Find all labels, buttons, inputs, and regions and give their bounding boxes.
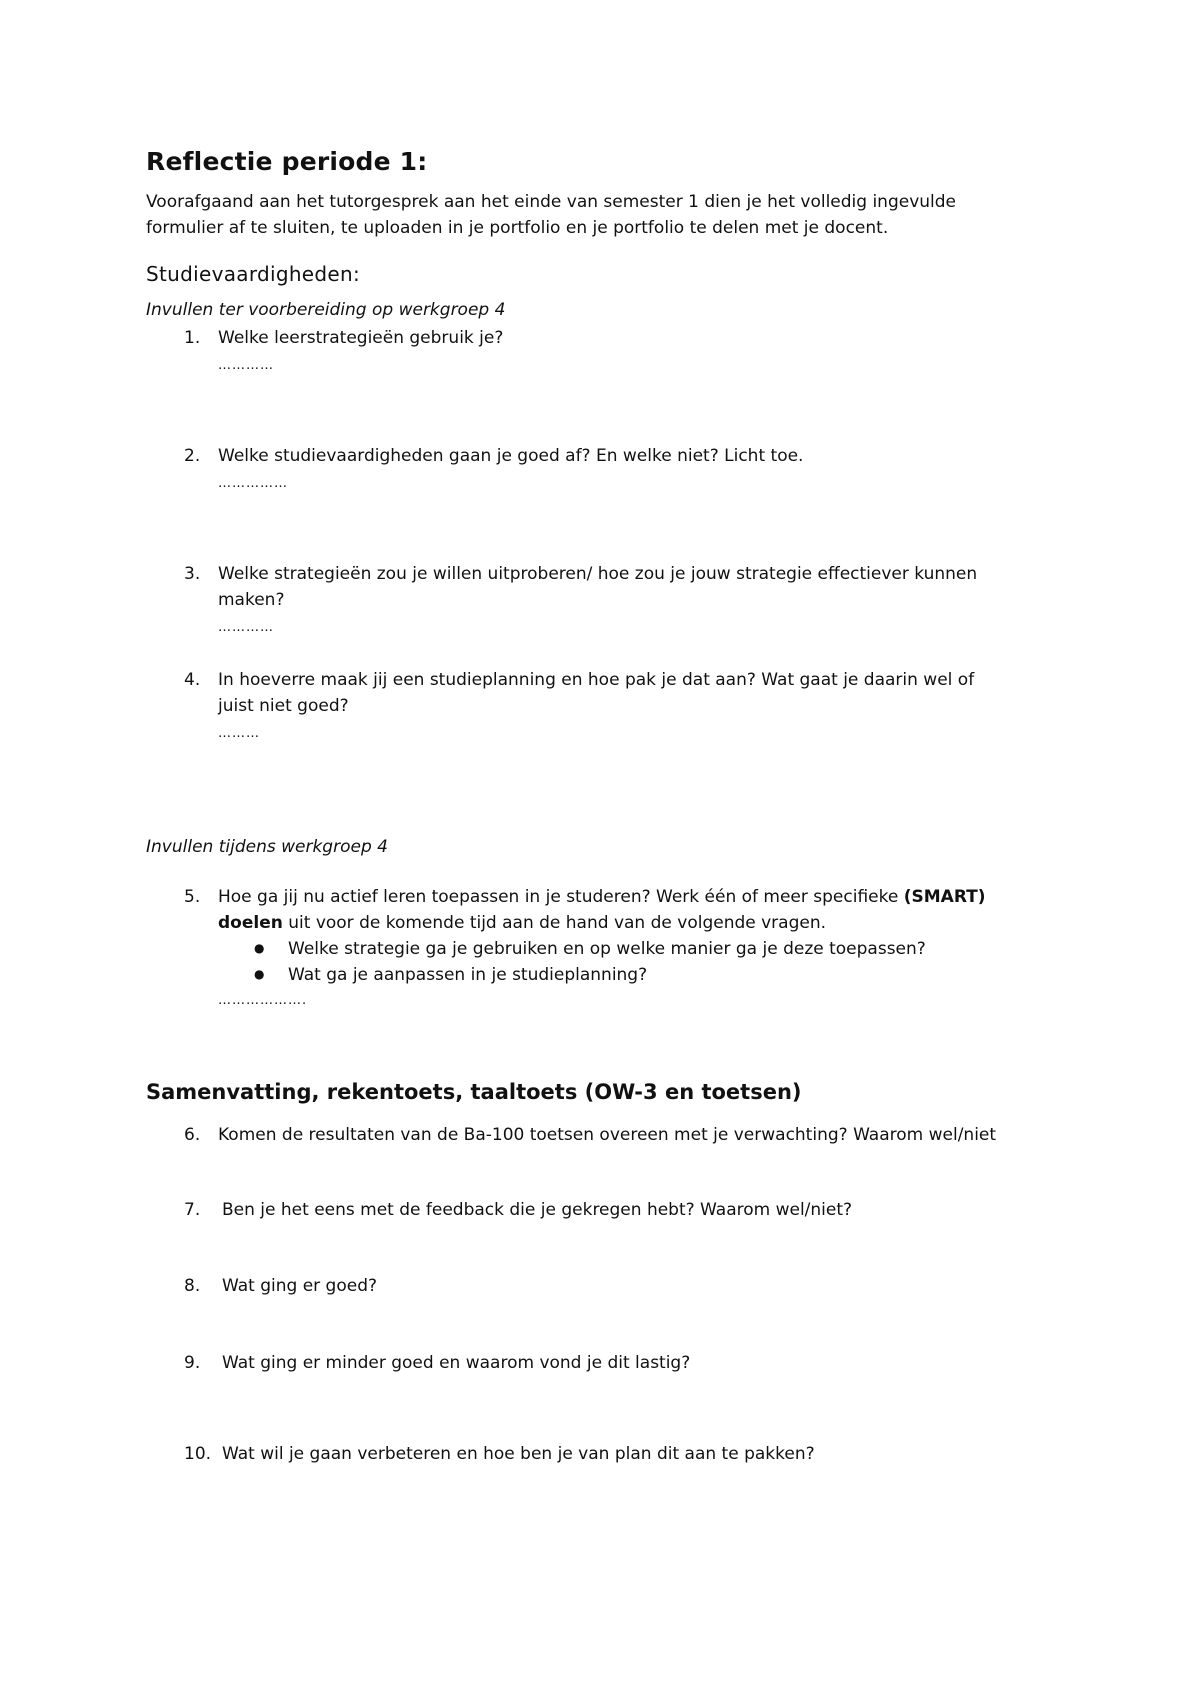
question-text: uit voor de komende tijd aan de hand van de volgende vragen. xyxy=(288,913,827,933)
question-6 xyxy=(184,1122,996,1148)
question-text: Ben je het eens met de feedback die je gekregen hebt? Waarom wel/niet? xyxy=(222,1200,853,1220)
question-number: 1. xyxy=(184,328,201,348)
question-text: Welke strategieën zou je willen uitproberen/ hoe zou je jouw strategie effectiever kunnen xyxy=(218,564,978,584)
section-subheading-preparation: Invullen ter voorbereiding op werkgroep 4 xyxy=(146,300,506,320)
question-emphasis: (SMART) xyxy=(903,887,986,907)
answer-placeholder-5: ………………. xyxy=(218,993,308,1008)
bullet-item-1 xyxy=(254,935,926,962)
question-number: 6. xyxy=(184,1125,201,1145)
question-9 xyxy=(184,1350,690,1376)
question-text: Komen de resultaten van de Ba-100 toetsen overeen met je verwachting? Waarom wel/niet xyxy=(218,1125,997,1145)
question-number: 4. xyxy=(184,670,201,690)
question-3 xyxy=(184,561,977,587)
section-heading-samenvatting: Samenvatting, rekentoets, taaltoets (OW-3 en toetsen) xyxy=(146,1080,802,1104)
answer-placeholder-2: …………… xyxy=(218,476,288,491)
page-title: Reflectie periode 1: xyxy=(146,147,428,176)
bullet-text: Wat ga je aanpassen in je studieplanning? xyxy=(288,965,648,985)
intro-text-line-1: Voorafgaand aan het tutorgesprek aan het einde van semester 1 dien je het volledig ingevulde xyxy=(146,192,957,212)
section-subheading-during: Invullen tijdens werkgroep 4 xyxy=(146,837,388,857)
question-3-continued: maken? xyxy=(218,590,285,610)
bullet-text: Welke strategie ga je gebruiken en op welke manier ga je deze toepassen? xyxy=(288,939,926,959)
section-heading-studievaardigheden: Studievaardigheden: xyxy=(146,262,361,286)
question-8 xyxy=(184,1273,377,1299)
question-text: Wat wil je gaan verbeteren en hoe ben je van plan dit aan te pakken? xyxy=(222,1444,815,1464)
question-text: In hoeverre maak jij een studieplanning en hoe pak je dat aan? Wat gaat je daarin wel of xyxy=(218,670,975,690)
question-4 xyxy=(184,667,974,693)
question-number: 7. xyxy=(184,1200,201,1220)
question-number: 2. xyxy=(184,446,201,466)
question-number: 8. xyxy=(184,1276,201,1296)
question-emphasis: doelen xyxy=(218,913,283,933)
answer-placeholder-1: ………… xyxy=(218,358,274,373)
question-number: 9. xyxy=(184,1353,201,1373)
bullet-icon: ● xyxy=(254,967,265,981)
question-5-continued xyxy=(218,910,826,936)
question-4-continued: juist niet goed? xyxy=(218,696,349,716)
question-number: 3. xyxy=(184,564,201,584)
bullet-icon: ● xyxy=(254,941,265,955)
question-5 xyxy=(184,884,986,910)
question-text: Welke studievaardigheden gaan je goed af? En welke niet? Licht toe. xyxy=(218,446,804,466)
question-7 xyxy=(184,1197,852,1223)
question-number: 5. xyxy=(184,887,201,907)
question-text: Welke leerstrategieën gebruik je? xyxy=(218,328,504,348)
question-text: Hoe ga jij nu actief leren toepassen in je studeren? Werk één of meer specifieke xyxy=(218,887,899,907)
bullet-item-2 xyxy=(254,961,647,988)
question-text: Wat ging er goed? xyxy=(222,1276,378,1296)
question-number: 10. xyxy=(184,1444,212,1464)
question-2 xyxy=(184,443,803,469)
answer-placeholder-4: ……… xyxy=(218,726,260,741)
question-1 xyxy=(184,325,503,351)
question-10 xyxy=(184,1441,815,1467)
answer-placeholder-3: ………… xyxy=(218,620,274,635)
question-text: Wat ging er minder goed en waarom vond je dit lastig? xyxy=(222,1353,691,1373)
intro-text-line-2: formulier af te sluiten, te uploaden in je portfolio en je portfolio te delen met je docent. xyxy=(146,218,889,238)
